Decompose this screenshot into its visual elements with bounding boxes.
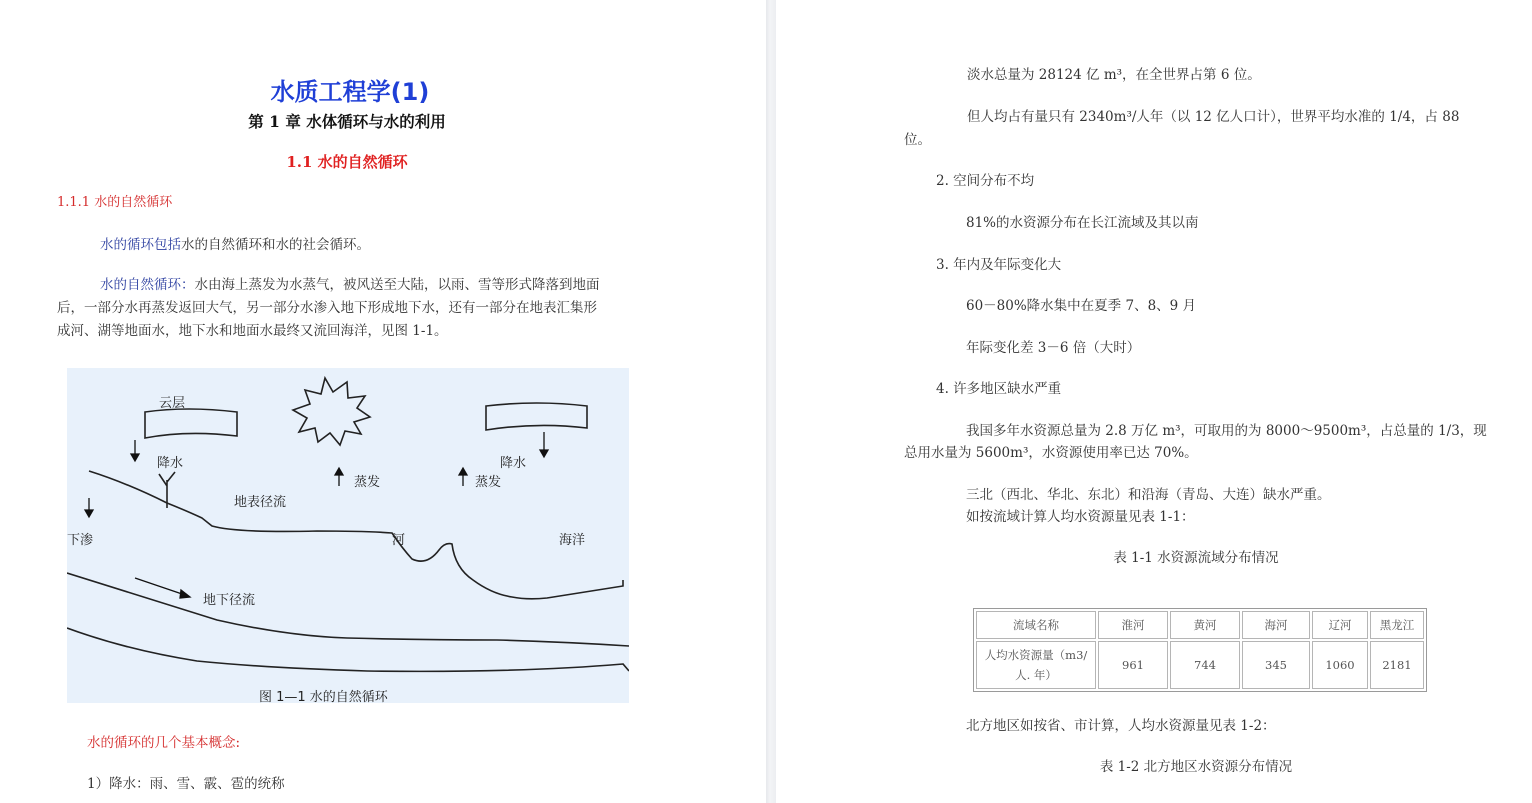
table-header-cell: 黑龙江 [1370,611,1424,639]
list-item-4-text-1a: 我国多年水资源总量为 2.8 万亿 m³，可取用的为 8000～9500m³，占总量的 1/3，现 [966,423,1487,439]
groundwater-flow-arrow [135,578,185,595]
tree-icon [159,472,175,508]
water-cycle-diagram [67,368,629,703]
cloud-icon-right [486,403,587,430]
list-item-4-text-1b: 总用水量为 5600m³，水资源使用率已达 70%。 [904,445,1198,461]
list-item-4-text-2: 三北（西北、华北、东北）和沿海（青岛、大连）缺水严重。 [966,487,1331,503]
list-item-4-text-3: 如按流域计算人均水资源量见表 1-1： [966,509,1195,525]
table-cell: 961 [1098,641,1168,689]
term-water-cycle: 水的循环包括 [100,237,181,253]
table-header-cell: 海河 [1242,611,1310,639]
chapter-heading: 第 1 章 水体循环与水的利用 [248,112,446,131]
label-precipitation-left: 降水 [157,456,184,471]
table-header-row [976,611,1424,639]
label-evaporation-2: 蒸发 [475,475,502,490]
list-item-2: 2. 空间分布不均 [936,173,1035,189]
table-cell: 345 [1242,641,1310,689]
table-header-cell: 流域名称 [976,611,1096,639]
concept-item-1: 1）降水：雨、雪、霰、雹的统称 [87,776,285,792]
paragraph-2-line-1 [100,274,600,296]
table-cell: 744 [1170,641,1240,689]
document-page-right [776,0,1532,803]
table-cell: 1060 [1312,641,1368,689]
label-surface-runoff: 地表径流 [234,495,287,510]
aquifer-lower-line [67,628,629,671]
cloud-icon-left [145,409,237,438]
table-header-cell: 黄河 [1170,611,1240,639]
table-row-label: 人均水资源量（m3/人. 年） [976,641,1096,689]
list-item-3: 3. 年内及年际变化大 [936,257,1062,273]
label-groundwater-runoff: 地下径流 [203,593,256,608]
table-header-cell: 辽河 [1312,611,1368,639]
text-freshwater-total: 淡水总量为 28124 亿 m³，在全世界占第 6 位。 [967,67,1261,83]
label-infiltration: 下渗 [67,533,94,548]
paragraph-2-line-3: 成河、湖等地面水，地下水和地面水最终又流回海洋，见图 1-1。 [57,323,448,339]
table-1-caption: 表 1-1 水资源流域分布情况 [1113,550,1279,566]
list-item-3-text-1: 60－80%降水集中在夏季 7、8、9 月 [966,298,1197,314]
paragraph-1-text: 水的自然循环和水的社会循环。 [181,237,370,253]
label-river: 河 [392,533,406,548]
term-natural-cycle: 水的自然循环： [100,277,195,293]
list-item-4: 4. 许多地区缺水严重 [936,381,1062,397]
table-2-caption: 表 1-2 北方地区水资源分布情况 [1099,759,1293,775]
table-header-cell: 淮河 [1098,611,1168,639]
document-title: 水质工程学(1) [270,78,430,106]
label-ocean: 海洋 [559,533,586,548]
paragraph-1 [100,234,370,256]
table-cell: 2181 [1370,641,1424,689]
sun-icon [293,378,370,445]
text-north-region: 北方地区如按省、市计算，人均水资源量见表 1-2： [966,718,1276,734]
label-precipitation-right: 降水 [500,456,527,471]
paragraph-2-text: 水由海上蒸发为水蒸气，被风送至大陆，以雨、雪等形式降落到地面 [194,277,600,293]
ground-surface-line [89,471,623,599]
water-cycle-figure [67,368,629,703]
subsection-heading: 1.1.1 水的自然循环 [57,195,173,210]
water-resource-table [973,608,1427,692]
paragraph-2-line-2: 后，一部分水再蒸发返回大气，另一部分水渗入地下形成地下水，还有一部分在地表汇集形 [57,300,597,316]
section-heading: 1.1 水的自然循环 [286,153,408,171]
concepts-heading: 水的循环的几个基本概念: [87,735,241,751]
text-per-capita-line-1: 但人均占有量只有 2340m³/人年（以 12 亿人口计），世界平均水准的 1/4，占 88 [967,109,1460,125]
table-row [976,641,1424,689]
page-gutter [766,0,776,803]
list-item-3-text-2: 年际变化差 3－6 倍（大时） [966,340,1141,356]
label-cloud-layer: 云层 [159,396,186,411]
text-per-capita-line-2: 位。 [904,132,931,148]
label-evaporation-1: 蒸发 [354,475,381,490]
figure-caption: 图 1—1 水的自然循环 [259,690,388,705]
list-item-2-text: 81%的水资源分布在长江流域及其以南 [966,215,1199,231]
